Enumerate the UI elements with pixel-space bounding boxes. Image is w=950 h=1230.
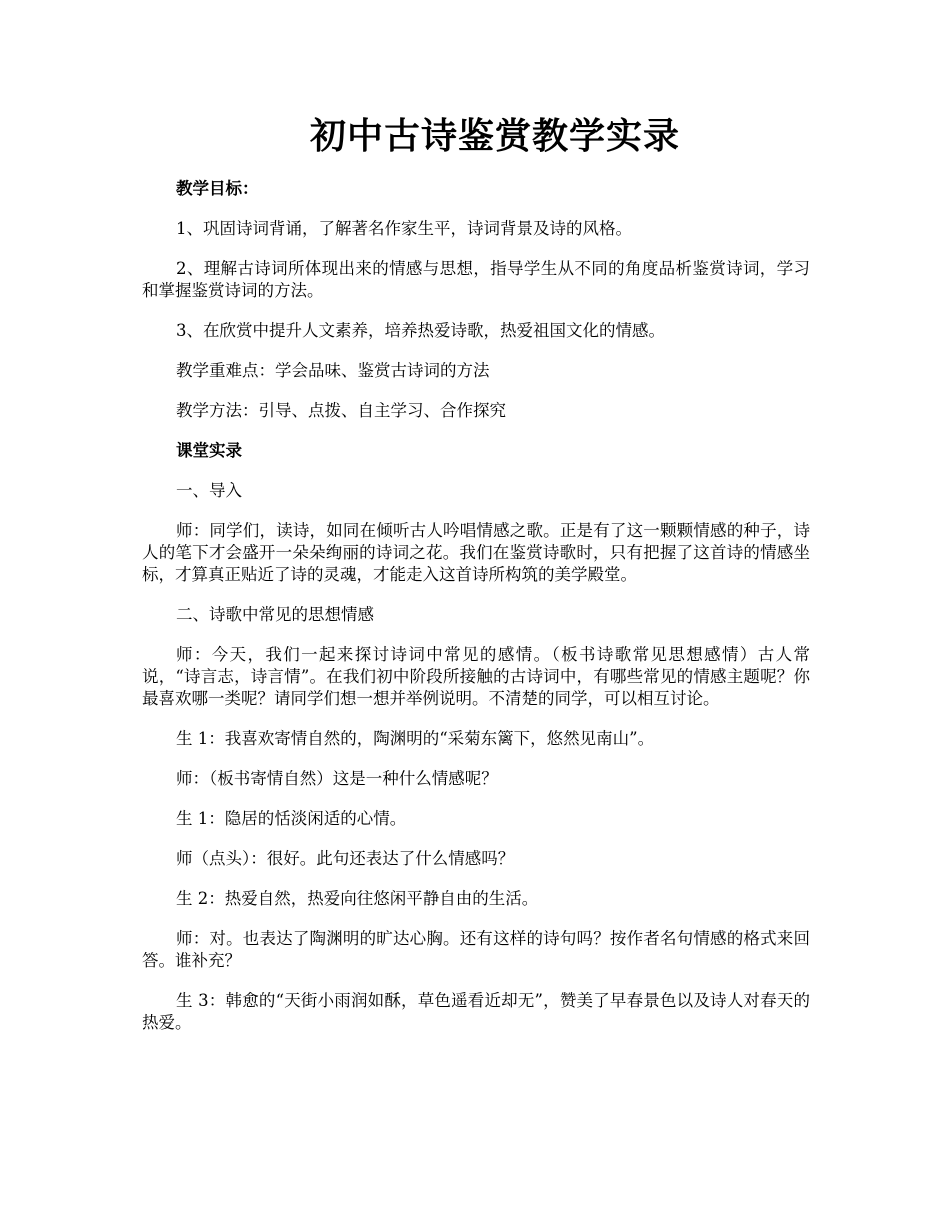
subheading-introduction: 一、导入 — [176, 481, 242, 500]
key-difficulty: 教学重难点：学会品味、鉴赏古诗词的方法 — [176, 361, 490, 380]
dialogue-student-1a: 生 1：我喜欢寄情自然的，陶渊明的“采菊东篱下，悠然见南山”。 — [176, 729, 655, 748]
paragraph-teacher-prompt: 师：今天，我们一起来探讨诗词中常见的感情。（板书诗歌常见思想感情）古人常说，“诗言志，诗言情”。在我们初中阶段所接触的古诗词中，有哪些常见的情感主题呢？你最喜欢哪一类呢？请同学们想一想并举例说明。不清楚的同学，可以相互讨论。 — [142, 645, 810, 708]
teaching-methods: 教学方法：引导、点拨、自主学习、合作探究 — [176, 401, 506, 420]
dialogue-student-3: 生 3：韩愈的“天街小雨润如酥，草色遥看近却无”，赞美了早春景色以及诗人对春天的热爱。 — [142, 991, 810, 1032]
goal-item-2: 2、理解古诗词所体现出来的情感与思想，指导学生从不同的角度品析鉴赏诗词，学习和掌握鉴赏诗词的方法。 — [142, 259, 810, 300]
dialogue-teacher-2: 师（点头）：很好。此句还表达了什么情感吗？ — [176, 849, 515, 868]
document-body — [142, 178, 810, 1052]
paragraph-introduction: 师：同学们，读诗，如同在倾听古人吟唱情感之歌。正是有了这一颗颗情感的种子，诗人的笔下才会盛开一朵朵绚丽的诗词之花。我们在鉴赏诗歌时，只有把握了这首诗的情感坐标，才算真正贴近了诗的灵魂，才能走入这首诗所构筑的美学殿堂。 — [142, 521, 810, 584]
dialogue-teacher-3: 师：对。也表达了陶渊明的旷达心胸。还有这样的诗句吗？按作者名句情感的格式来回答。谁补充？ — [142, 929, 810, 970]
dialogue-student-1b: 生 1：隐居的恬淡闲适的心情。 — [176, 809, 407, 828]
document-title: 初中古诗鉴赏教学实录 — [309, 115, 680, 157]
goal-item-3: 3、在欣赏中提升人文素养，培养热爱诗歌，热爱祖国文化的情感。 — [176, 321, 665, 340]
goal-item-1: 1、巩固诗词背诵，了解著名作家生平，诗词背景及诗的风格。 — [176, 219, 632, 238]
dialogue-student-2: 生 2：热爱自然，热爱向往悠闲平静自由的生活。 — [176, 889, 539, 908]
section-heading-classroom-record: 课堂实录 — [176, 441, 242, 460]
section-heading-teaching-goals: 教学目标： — [176, 179, 259, 198]
subheading-common-emotions: 二、诗歌中常见的思想情感 — [176, 605, 374, 624]
dialogue-teacher-1: 师：（板书寄情自然）这是一种什么情感呢？ — [176, 769, 498, 788]
